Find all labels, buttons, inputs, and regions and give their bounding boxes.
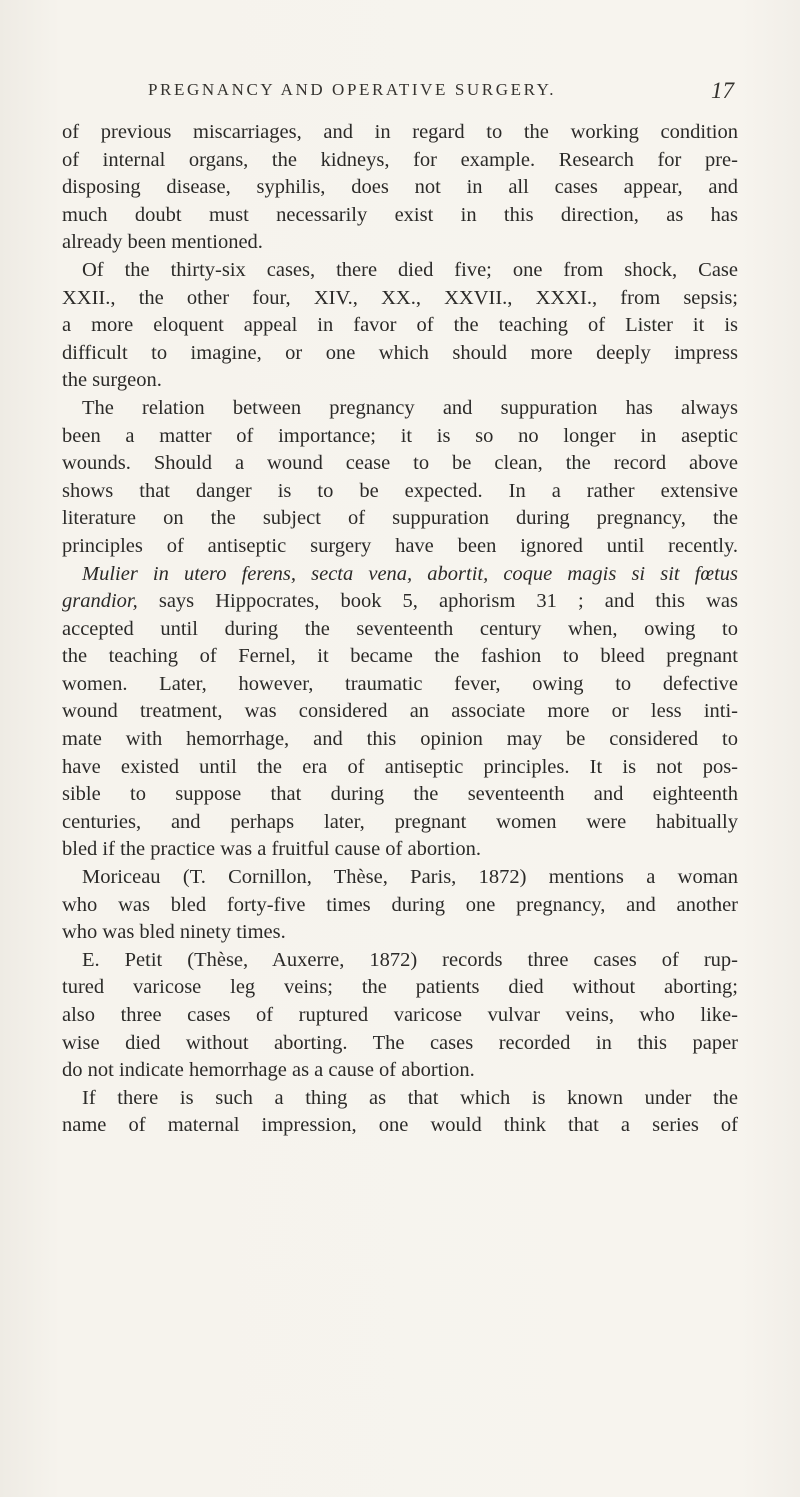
text-line: women. Later, however, traumatic fever, owing to defective xyxy=(62,672,738,695)
text-line: If there is such a thing as that which is known under the xyxy=(82,1086,738,1109)
text-line: wise died without aborting. The cases recorded in this paper xyxy=(62,1031,738,1054)
text-line: been a matter of importance; it is so no longer in aseptic xyxy=(62,424,738,447)
line-17-rest: says Hippocrates, book 5, aphorism 31 ; and this was xyxy=(137,590,738,613)
text-line: of previous miscarriages, and in regard to the working condition xyxy=(62,121,738,143)
page-number: 17 xyxy=(711,78,734,103)
running-head: PREGNANCY AND OPERATIVE SURGERY. xyxy=(148,80,557,99)
text-line: The relation between pregnancy and suppuration has always xyxy=(82,396,738,419)
text-line: E. Petit (Thèse, Auxerre, 1872) records three cases of rup- xyxy=(82,948,738,971)
text-line: difficult to imagine, or one which should more deeply impress xyxy=(62,341,738,364)
text-line: literature on the subject of suppuration during pregnancy, the xyxy=(62,507,738,530)
text-line: of internal organs, the kidneys, for example. Research for pre- xyxy=(62,148,738,171)
page-header xyxy=(148,80,734,110)
body-text xyxy=(62,119,738,1140)
latin-quote-end: grandior, xyxy=(62,590,138,613)
text-line: tured varicose leg veins; the patients died without aborting; xyxy=(62,976,738,999)
text-line: name of maternal impression, one would think that a series of xyxy=(62,1114,738,1137)
text-line: have existed until the era of antiseptic principles. It is not pos- xyxy=(62,755,738,778)
text-line: accepted until during the seventeenth century when, owing to xyxy=(62,617,738,640)
text-line: principles of antiseptic surgery have been ignored until recently. xyxy=(62,534,738,557)
text-line: centuries, and perhaps later, pregnant women were habitually xyxy=(62,810,738,833)
text-line: who was bled forty-five times during one pregnancy, and another xyxy=(62,893,738,916)
text-line: mate with hemorrhage, and this opinion may be considered to xyxy=(62,728,738,751)
text-line: sible to suppose that during the seventeenth and eighteenth xyxy=(62,783,738,806)
text-line: much doubt must necessarily exist in this direction, as has xyxy=(62,203,738,226)
text-line-italic-quote xyxy=(62,561,738,589)
text-line: the surgeon. xyxy=(62,369,162,392)
text-line: a more eloquent appeal in favor of the teaching of Lister it is xyxy=(62,314,738,337)
text-line: the teaching of Fernel, it became the fashion to bleed pregnant xyxy=(62,645,738,668)
text-line: XXII., the other four, XIV., XX., XXVII., XXXI., from sepsis; xyxy=(62,286,738,309)
text-line: also three cases of ruptured varicose vulvar veins, who like- xyxy=(62,1004,738,1026)
text-line: Of the thirty-six cases, there died five; one from shock, Case xyxy=(82,258,738,281)
text-line: wound treatment, was considered an associate more or less inti- xyxy=(62,700,738,723)
latin-quote: Mulier in utero ferens, secta vena, abortit, coque magis si sit fœtus xyxy=(82,562,738,585)
text-line: bled if the practice was a fruitful cause of abortion. xyxy=(62,838,481,861)
text-line: disposing disease, syphilis, does not in all cases appear, and xyxy=(62,176,738,199)
text-line: already been mentioned. xyxy=(62,231,263,254)
text-line: wounds. Should a wound cease to be clean, the record above xyxy=(62,452,738,475)
text-line: do not indicate hemorrhage as a cause of abortion. xyxy=(62,1059,475,1082)
text-line: shows that danger is to be expected. In a rather extensive xyxy=(62,479,738,502)
text-line: who was bled ninety times. xyxy=(62,921,286,944)
text-line: Moriceau (T. Cornillon, Thèse, Paris, 1872) mentions a woman xyxy=(82,866,738,889)
text-line-mixed xyxy=(62,588,738,616)
